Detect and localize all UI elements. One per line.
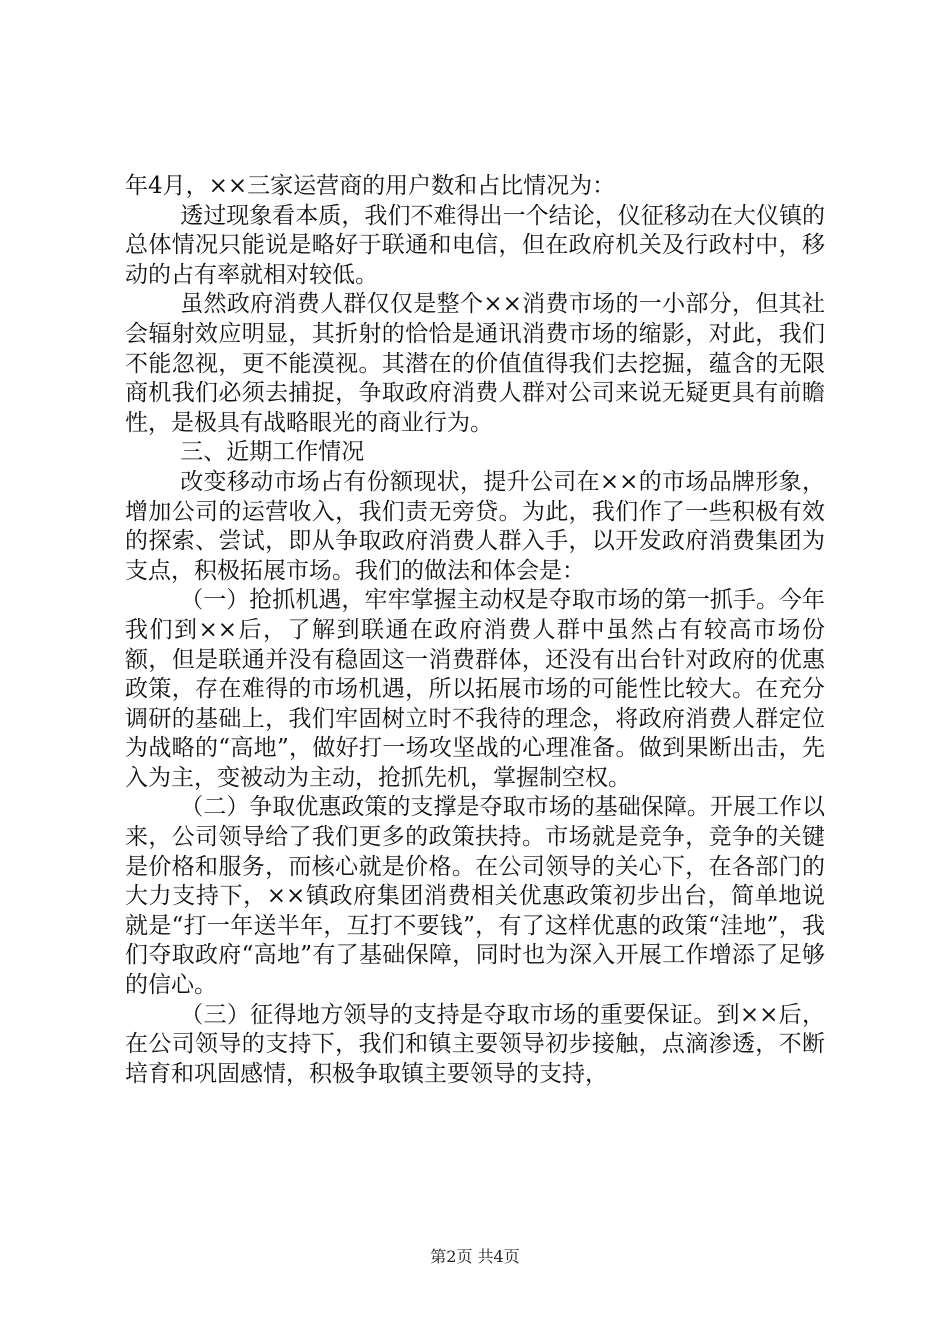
paragraph-item-2: （二）争取优惠政策的支撑是夺取市场的基础保障。开展工作以来，公司领导给了我们更多的政策扶持。市场就是竞争，竞争的关键是价格和服务，而核心就是价格。在公司领导的关心下，在各部门的大力支持下，××镇政府集团消费相关优惠政策初步出台，简单地说就是“打一年送半年，互打不要钱”，有了这样优惠的政策“洼地”，我们夺取政府“高地”有了基础保障，同时也为深入开展工作增添了足够的信心。	[125, 794, 825, 999]
paragraph-item-1: （一）抢抓机遇，牢牢掌握主动权是夺取市场的第一抓手。今年我们到××后，了解到联通在政府消费人群中虽然占有较高市场份额，但是联通并没有稳固这一消费群体，还没有出台针对政府的优惠政策，存在难得的市场机遇，所以拓展市场的可能性比较大。在充分调研的基础上，我们牢固树立时不我待的理念，将政府消费人群定位为战略的“高地”，做好打一场攻坚战的心理准备。做到果断出击，先入为主，变被动为主动，抢抓先机，掌握制空权。	[125, 587, 825, 791]
document-body	[125, 172, 825, 1089]
paragraph-item-3: （三）征得地方领导的支持是夺取市场的重要保证。到××后，在公司领导的支持下，我们和镇主要领导初步接触，点滴渗透，不断培育和巩固感情，积极争取镇主要领导的支持，	[125, 1001, 825, 1087]
paragraph-government-consumers: 虽然政府消费人群仅仅是整个××消费市场的一小部分，但其社会辐射效应明显，其折射的恰恰是通讯消费市场的缩影，对此，我们不能忽视，更不能漠视。其潜在的价值值得我们去挖掘，蕴含的无限商机我们必须去捕捉，争取政府消费人群对公司来说无疑更具有前瞻性，是极具有战略眼光的商业行为。	[125, 291, 825, 436]
paragraph-intro: 年4月，××三家运营商的用户数和占比情况为：	[125, 173, 616, 199]
paragraph-essence: 透过现象看本质，我们不难得出一个结论，仪征移动在大仪镇的总体情况只能说是略好于联通和电信，但在政府机关及行政村中，移动的占有率就相对较低。	[125, 202, 825, 288]
paragraph-market-share: 改变移动市场占有份额现状，提升公司在××的市场品牌形象，增加公司的运营收入，我们责无旁贷。为此，我们作了一些积极有效的探索、尝试，即从争取政府消费人群入手，以开发政府消费集团为支点，积极拓展市场。我们的做法和体会是：	[125, 468, 825, 584]
page-footer: 第2页 共4页	[430, 1247, 520, 1266]
section-heading: 三、近期工作情况	[180, 439, 365, 466]
